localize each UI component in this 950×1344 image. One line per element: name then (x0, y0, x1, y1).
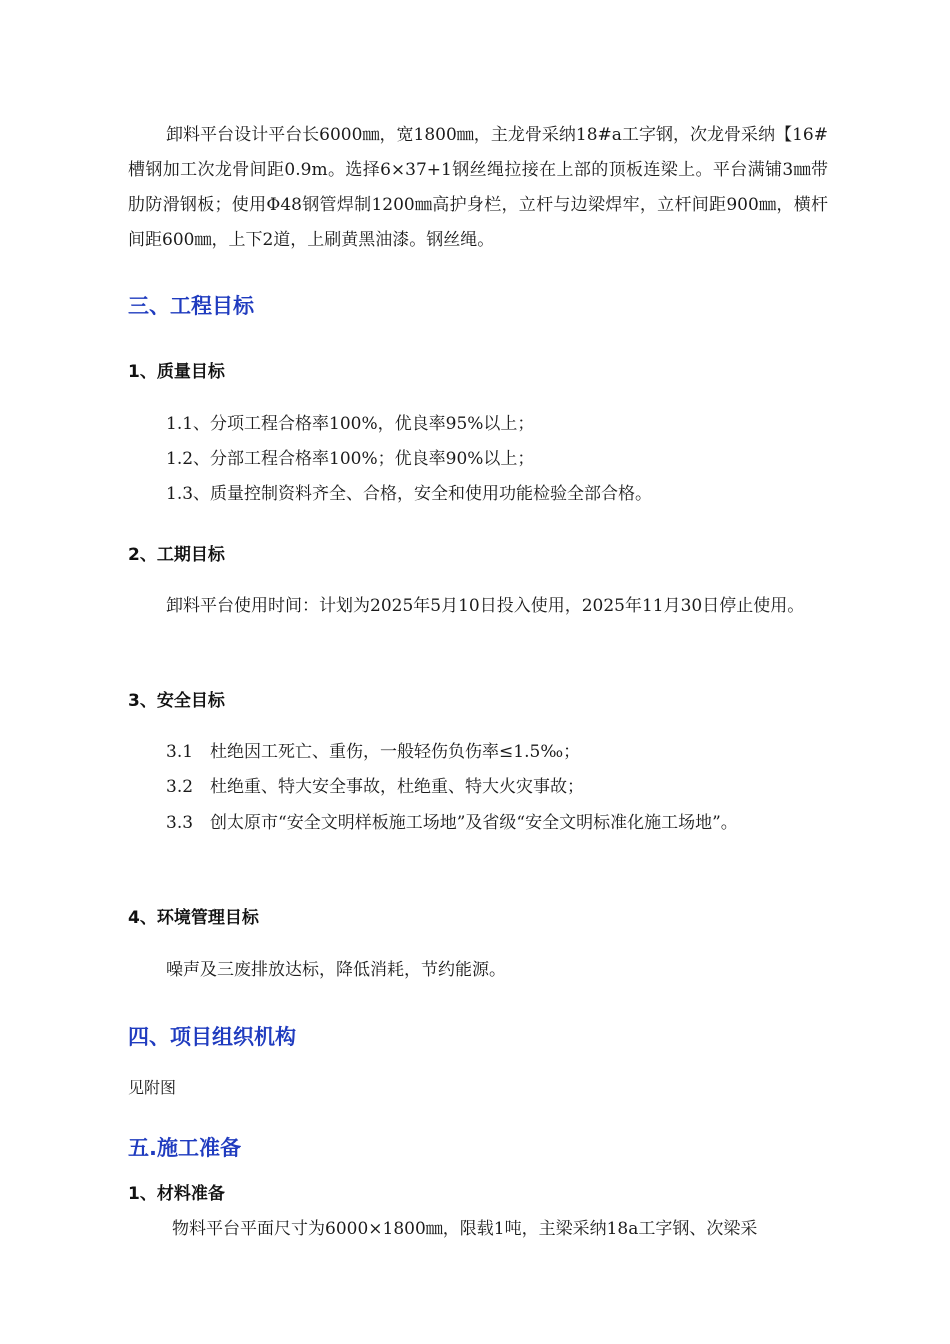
quality-item-2: 1.2、分部工程合格率100%；优良率90%以上； (166, 449, 535, 469)
quality-item-3: 1.3、质量控制资料齐全、合格，安全和使用功能检验全部合格。 (166, 484, 653, 504)
section-5-heading: 五.施工准备 (128, 1136, 241, 1160)
materials-paragraph: 物料平台平面尺寸为6000×1800㎜，限载1吨，主梁采纳18a工字钢、次梁采 (172, 1219, 758, 1239)
quality-goal-heading: 1、质量目标 (128, 362, 225, 382)
environment-paragraph: 噪声及三废排放达标，降低消耗，节约能源。 (166, 960, 506, 980)
quality-item-1: 1.1、分项工程合格率100%，优良率95%以上； (166, 414, 535, 434)
section-4-heading: 四、项目组织机构 (128, 1025, 296, 1049)
safety-item-3: 3.3 创太原市“安全文明样板施工场地”及省级“安全文明标准化施工场地”。 (166, 813, 738, 833)
intro-paragraph: 卸料平台设计平台长6000㎜，宽1800㎜，主龙骨采纳18#a工字钢，次龙骨采纳【16#槽钢加工次龙骨间距0.9m。选择6×37+1钢丝绳拉接在上部的顶板连梁上。平台满铺3㎜带肋防滑钢板；使用Φ48钢管焊制1200㎜高护身栏，立杆与边梁焊牢，立杆间距900㎜，横杆间距600㎜，上下2道，上刷黄黑油漆。钢丝绳。 (128, 125, 828, 250)
safety-item-2: 3.2 杜绝重、特大安全事故，杜绝重、特大火灾事故； (166, 777, 585, 797)
safety-goal-heading: 3、安全目标 (128, 691, 225, 711)
see-attached-note: 见附图 (128, 1078, 177, 1097)
schedule-goal-heading: 2、工期目标 (128, 545, 225, 565)
environment-goal-heading: 4、环境管理目标 (128, 908, 259, 928)
section-3-heading: 三、工程目标 (128, 294, 254, 318)
safety-item-1: 3.1 杜绝因工死亡、重伤，一般轻伤负伤率≤1.5‰； (166, 742, 581, 762)
materials-heading: 1、材料准备 (128, 1184, 225, 1204)
schedule-paragraph: 卸料平台使用时间：计划为2025年5月10日投入使用，2025年11月30日停止使用。 (166, 596, 805, 616)
